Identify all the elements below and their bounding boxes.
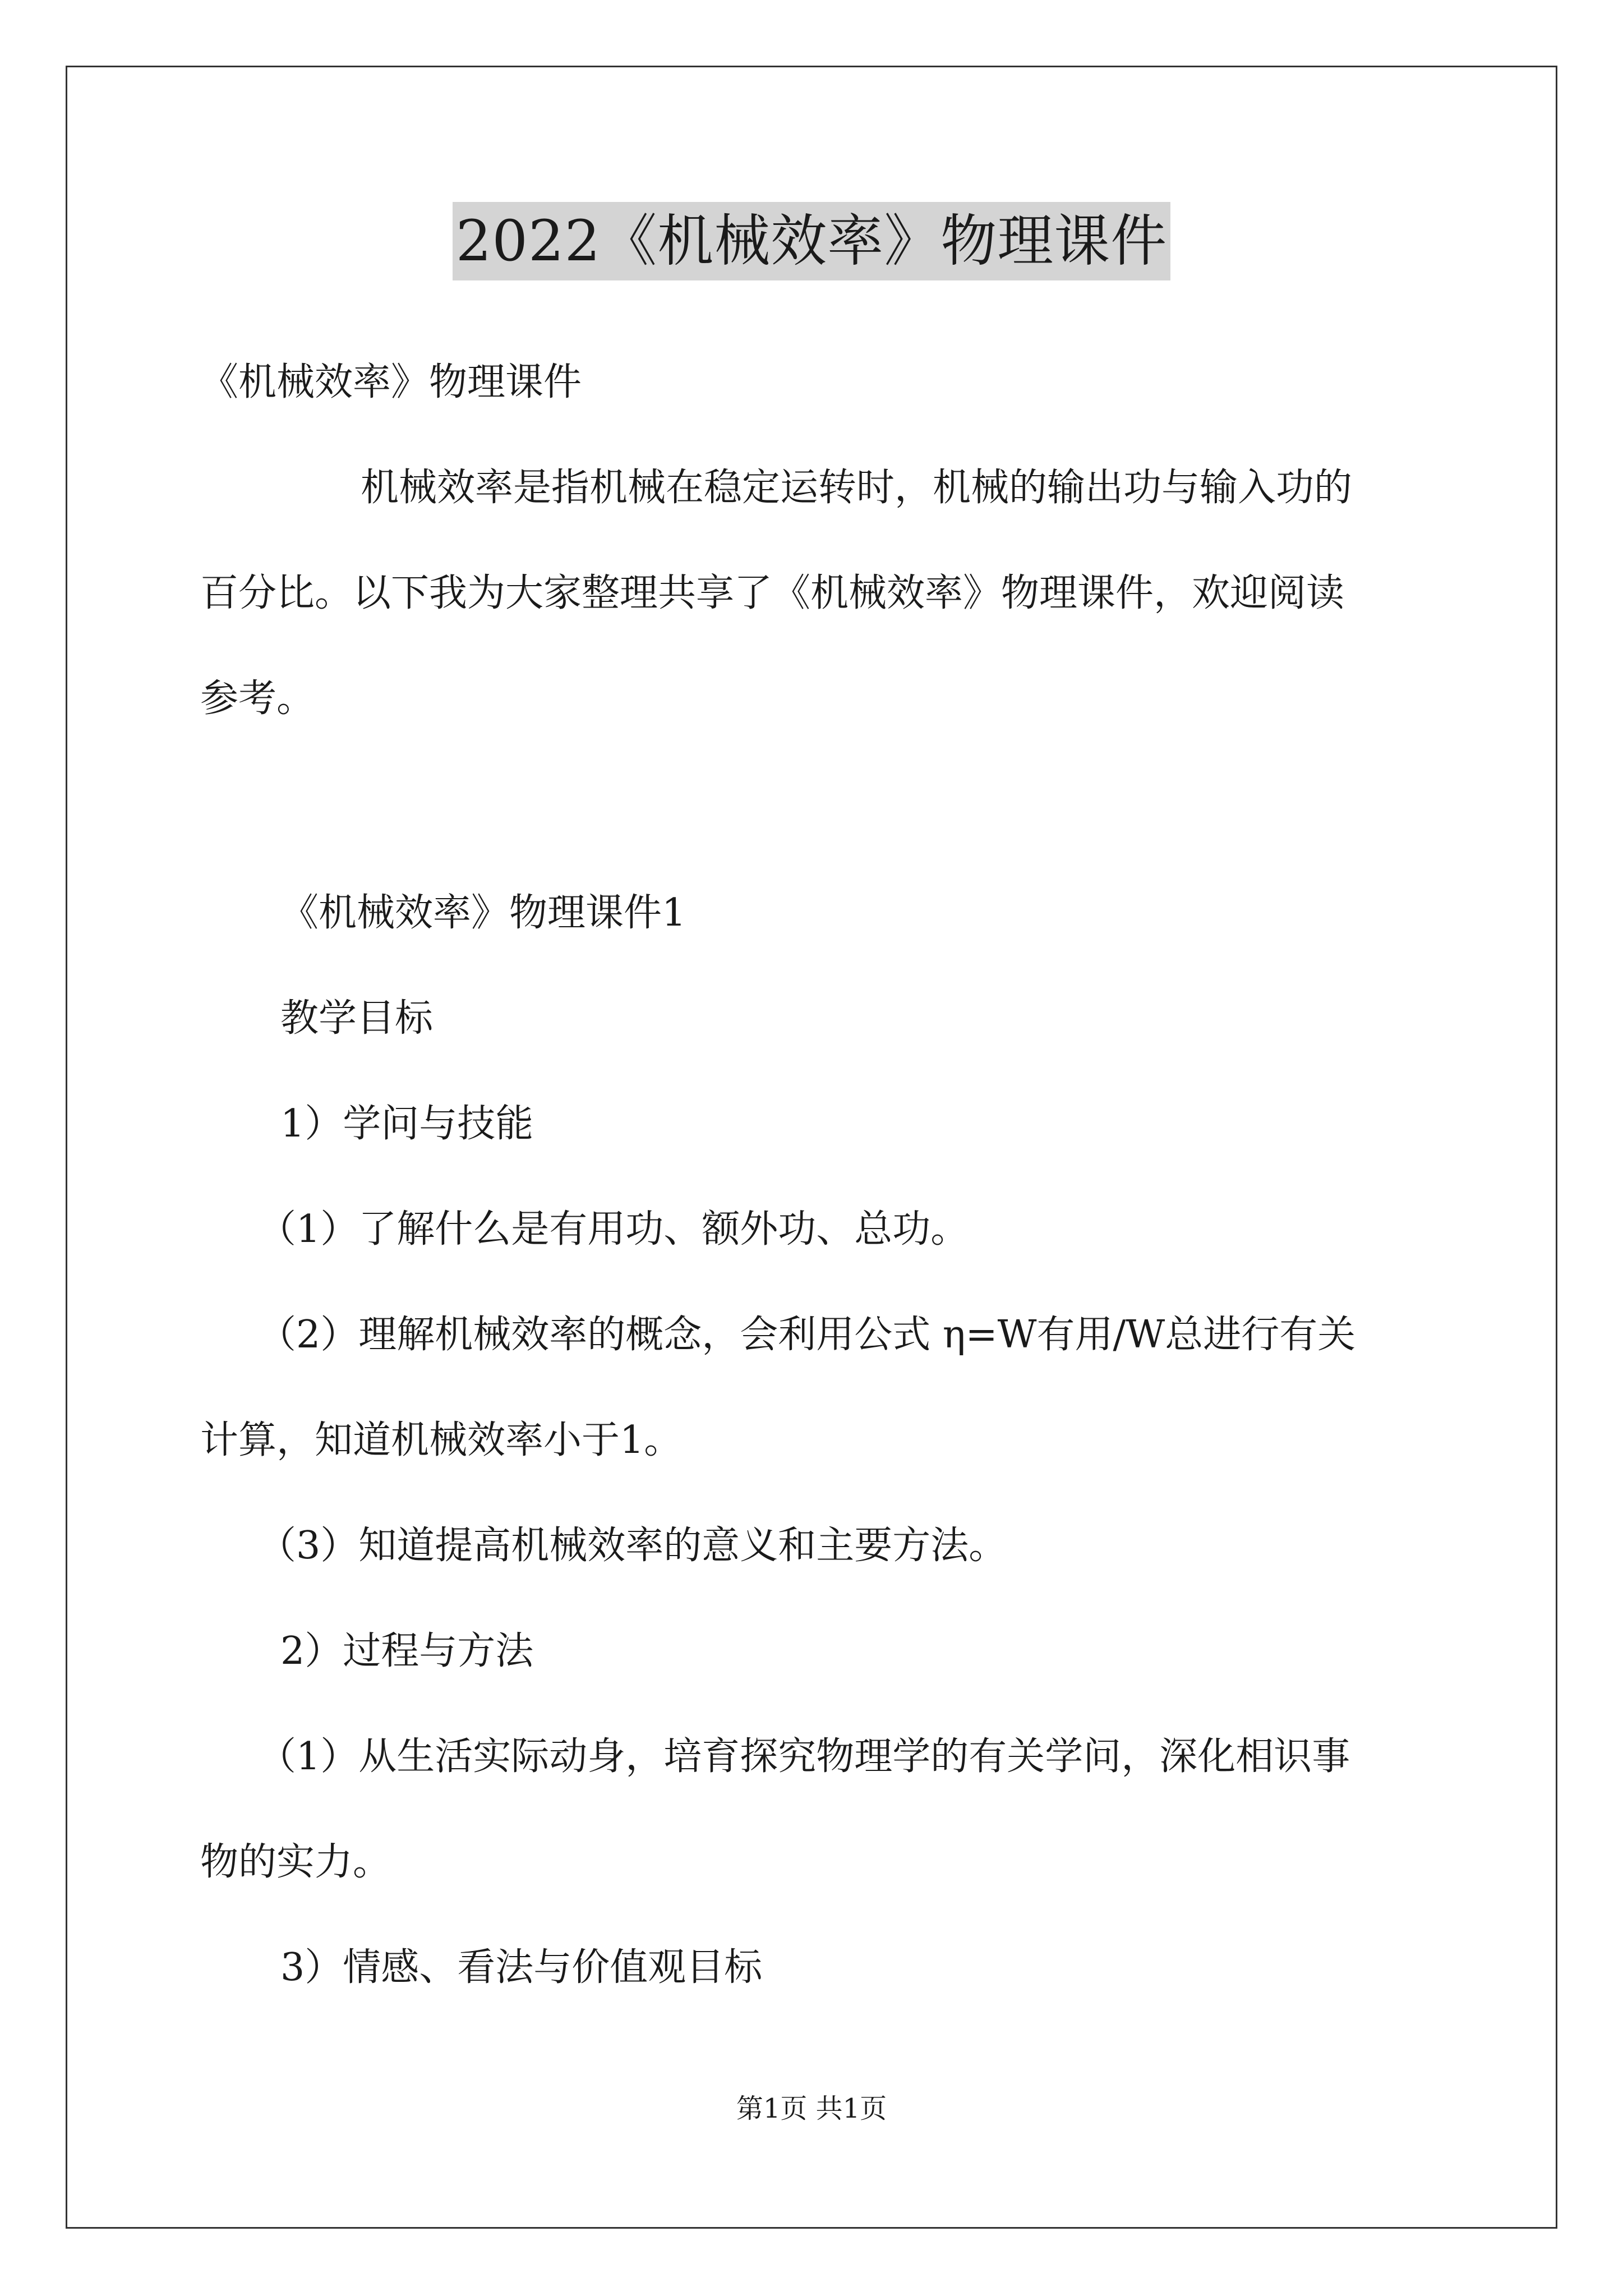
subtitle: 《机械效率》物理课件: [200, 360, 582, 404]
intro-line-1: 机械效率是指机械在稳定运转时，机械的输出功与输入功的: [361, 466, 1353, 510]
item1-1: （1）了解什么是有用功、额外功、总功。: [258, 1207, 969, 1251]
page-footer: 第1页 共1页: [736, 2093, 887, 2124]
item2-heading: 2）过程与方法: [280, 1629, 534, 1673]
item2-1-line1: （1）从生活实际动身，培育探究物理学的有关学问，深化相识事: [258, 1734, 1350, 1779]
item1-3: （3）知道提高机械效率的意义和主要方法。: [258, 1524, 1007, 1568]
item1-2-line1: （2）理解机械效率的概念，会利用公式 η=W有用/W总进行有关: [258, 1313, 1356, 1357]
goals-heading: 教学目标: [280, 996, 434, 1041]
section-title: 《机械效率》物理课件1: [280, 891, 686, 935]
intro-line-3: 参考。: [200, 677, 315, 721]
item1-2-line2: 计算，知道机械效率小于1。: [200, 1418, 683, 1462]
item2-1-line2: 物的实力。: [200, 1840, 391, 1884]
document-title-wrap: [0, 202, 1623, 280]
item1-heading: 1）学问与技能: [280, 1102, 534, 1146]
intro-line-2: 百分比。以下我为大家整理共享了《机械效率》物理课件，欢迎阅读: [200, 571, 1345, 615]
item3-heading: 3）情感、看法与价值观目标: [280, 1945, 763, 1990]
document-title: 2022《机械效率》物理课件: [453, 202, 1171, 280]
